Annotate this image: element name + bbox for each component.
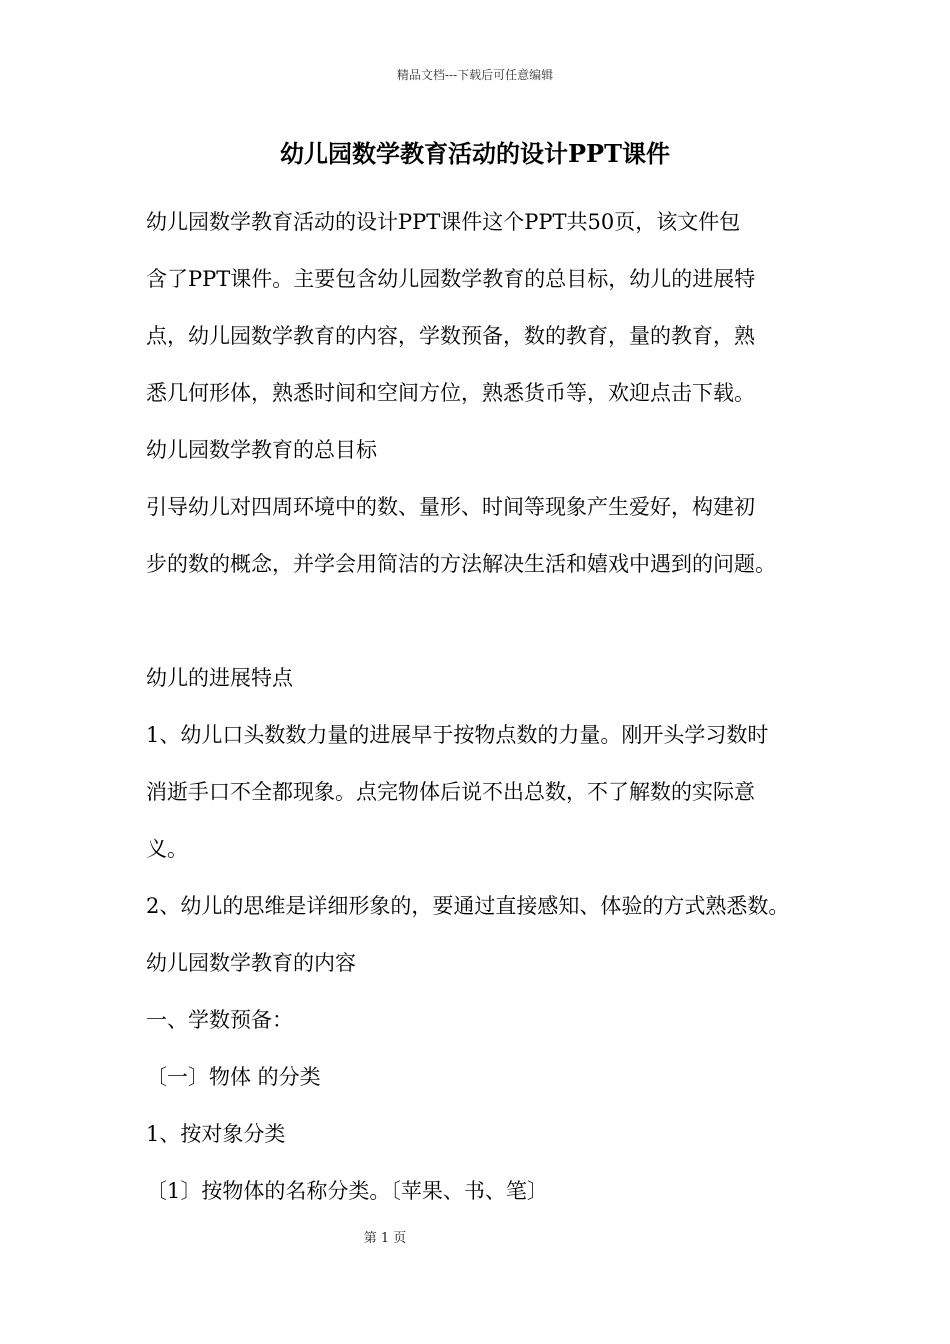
body-line-15: 〔一〕物体 的分类: [146, 1065, 321, 1089]
body-line-4: 悉几何形体，熟悉时间和空间方位，熟悉货币等，欢迎点击下载。: [146, 381, 755, 405]
header-note: 精品文档---下载后可任意编辑: [396, 68, 554, 82]
body-line-3: 点，幼儿园数学教育的内容，学数预备，数的教育，量的教育，熟: [146, 324, 755, 348]
body-line-16: 1、按对象分类: [146, 1122, 286, 1146]
section-heading-goals: 幼儿园数学教育的总目标: [146, 438, 377, 462]
body-line-1: 幼儿园数学教育活动的设计PPT课件这个PPT共50页，该文件包: [146, 210, 741, 234]
body-line-2: 含了PPT课件。主要包含幼儿园数学教育的总目标，幼儿的进展特: [146, 267, 756, 291]
body-line-7: 步的数的概念，并学会用简洁的方法解决生活和嬉戏中遇到的问题。: [146, 552, 776, 576]
body-line-11: 义。: [146, 837, 188, 861]
body-line-17: 〔1〕按物体的名称分类。〔苹果、书、笔〕: [146, 1179, 548, 1203]
body-line-12: 2、幼儿的思维是详细形象的，要通过直接感知、体验的方式熟悉数。: [146, 894, 790, 918]
section-heading-content: 幼儿园数学教育的内容: [146, 951, 356, 975]
body-line-9: 1、幼儿口头数数力量的进展早于按物点数的力量。刚开头学习数时: [146, 723, 769, 747]
body-line-6: 引导幼儿对四周环境中的数、量形、时间等现象产生爱好，构建初: [146, 495, 755, 519]
section-heading-development: 幼儿的进展特点: [146, 666, 293, 690]
page-number-footer: 第 1 页: [363, 1231, 407, 1246]
document-title: 幼儿园数学教育活动的设计PPT课件: [280, 139, 670, 168]
body-line-10: 消逝手口不全都现象。点完物体后说不出总数，不了解数的实际意: [146, 780, 755, 804]
body-line-14: 一、学数预备：: [146, 1008, 293, 1032]
